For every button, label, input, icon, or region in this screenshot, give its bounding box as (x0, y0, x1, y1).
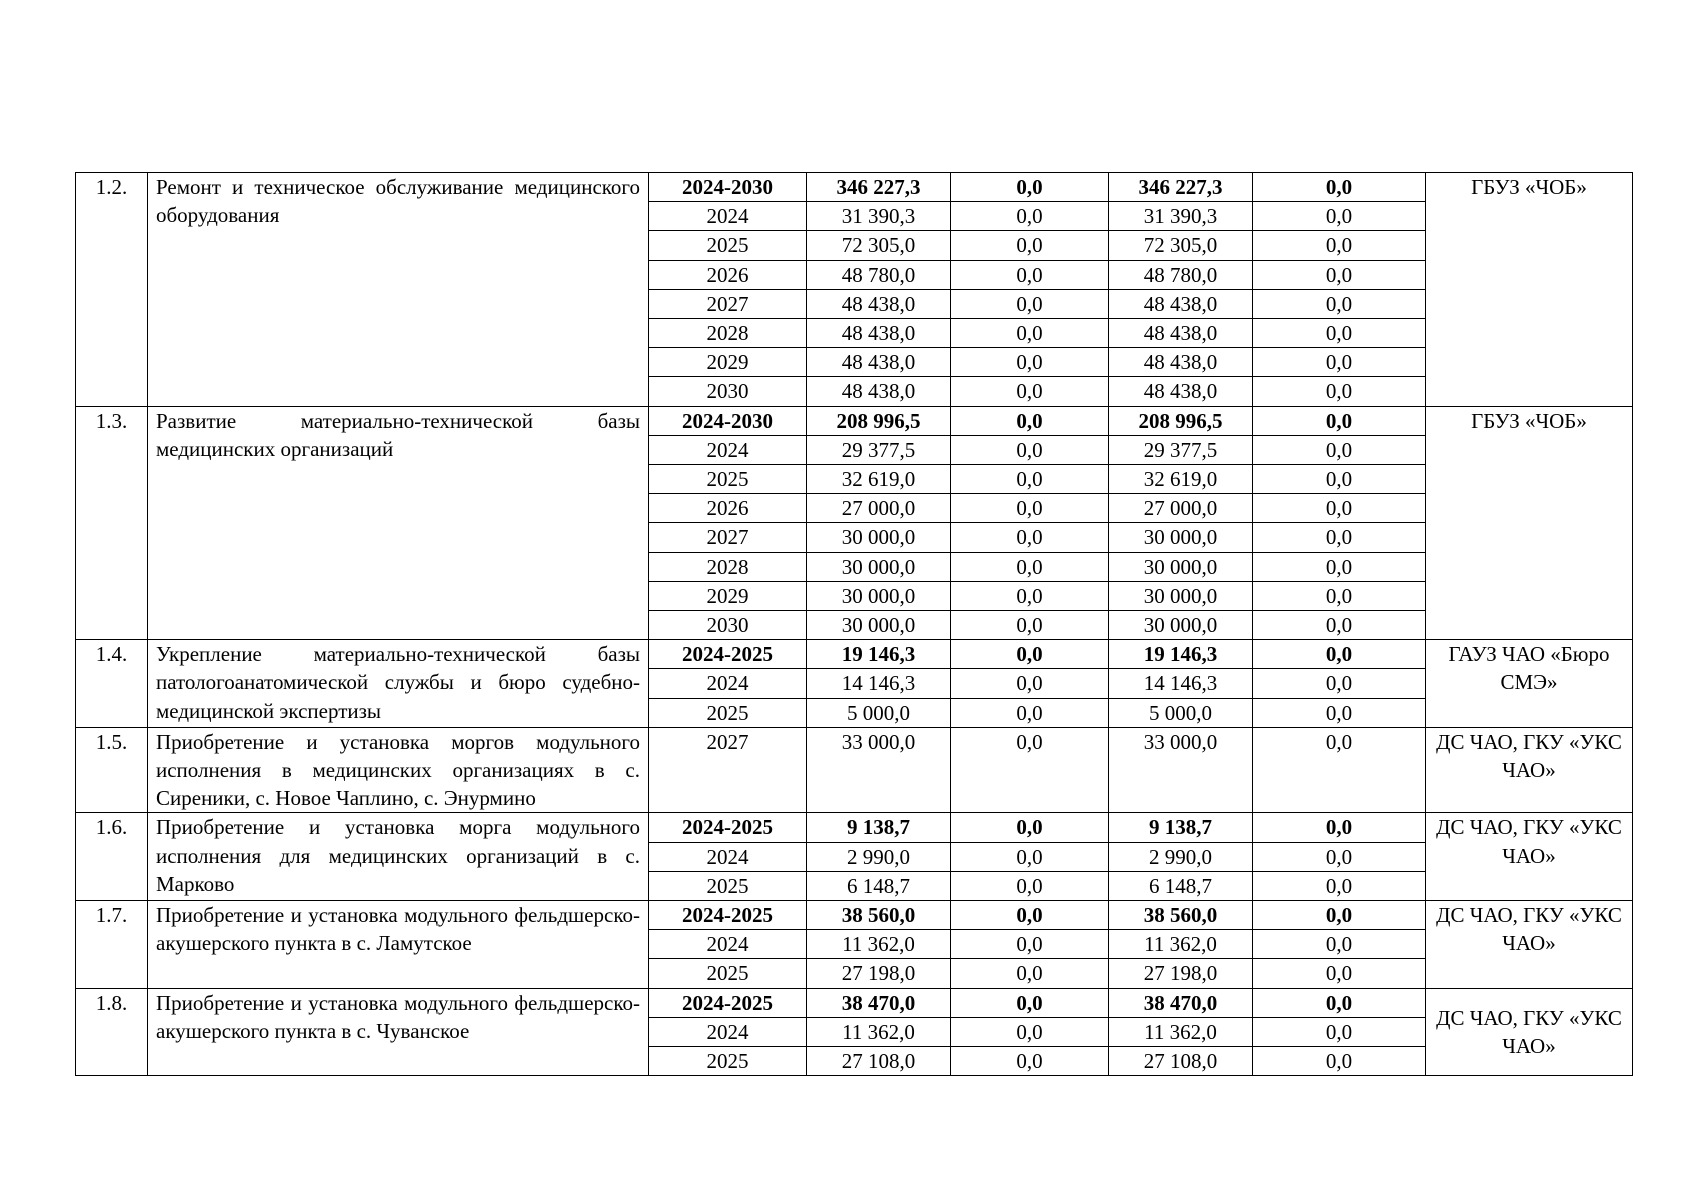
total-cell: 11 362,0 (807, 1017, 951, 1046)
regional-budget-cell: 208 996,5 (1109, 406, 1253, 435)
regional-budget-cell: 30 000,0 (1109, 581, 1253, 610)
other-sources-cell: 0,0 (1253, 202, 1426, 231)
regional-budget-cell: 27 108,0 (1109, 1047, 1253, 1076)
federal-budget-cell: 0,0 (951, 465, 1109, 494)
responsible-executor: ГБУЗ «ЧОБ» (1426, 173, 1633, 407)
regional-budget-cell: 6 148,7 (1109, 871, 1253, 900)
item-name: Приобретение и установка моргов модульного исполнения в медицинских организациях в с. Сиреники, с. Новое Чаплино, с. Энурмино (148, 727, 649, 813)
total-cell: 27 198,0 (807, 959, 951, 988)
regional-budget-cell: 30 000,0 (1109, 523, 1253, 552)
federal-budget-cell: 0,0 (951, 1047, 1109, 1076)
regional-budget-cell: 48 780,0 (1109, 260, 1253, 289)
regional-budget-cell: 30 000,0 (1109, 611, 1253, 640)
item-number: 1.6. (76, 813, 148, 901)
total-cell: 29 377,5 (807, 435, 951, 464)
item-number: 1.7. (76, 901, 148, 989)
responsible-executor: ДС ЧАО, ГКУ «УКС ЧАО» (1426, 901, 1633, 989)
regional-budget-cell: 346 227,3 (1109, 173, 1253, 202)
period-cell: 2024-2030 (649, 173, 807, 202)
item-name: Приобретение и установка модульного фельдшерско-акушерского пункта в с. Чуванское (148, 988, 649, 1076)
regional-budget-cell: 9 138,7 (1109, 813, 1253, 842)
federal-budget-cell: 0,0 (951, 901, 1109, 930)
period-cell: 2030 (649, 377, 807, 406)
other-sources-cell: 0,0 (1253, 698, 1426, 727)
regional-budget-cell: 48 438,0 (1109, 377, 1253, 406)
period-cell: 2024-2025 (649, 813, 807, 842)
regional-budget-cell: 30 000,0 (1109, 552, 1253, 581)
period-cell: 2029 (649, 348, 807, 377)
federal-budget-cell: 0,0 (951, 494, 1109, 523)
item-name: Приобретение и установка морга модульного исполнения для медицинских организаций в с. Марково (148, 813, 649, 901)
period-cell: 2029 (649, 581, 807, 610)
period-cell: 2027 (649, 727, 807, 813)
other-sources-cell: 0,0 (1253, 523, 1426, 552)
responsible-executor: ДС ЧАО, ГКУ «УКС ЧАО» (1426, 988, 1633, 1076)
period-cell: 2024 (649, 669, 807, 698)
total-cell: 38 470,0 (807, 988, 951, 1017)
total-cell: 48 780,0 (807, 260, 951, 289)
total-cell: 48 438,0 (807, 348, 951, 377)
federal-budget-cell: 0,0 (951, 581, 1109, 610)
total-cell: 19 146,3 (807, 640, 951, 669)
total-cell: 27 000,0 (807, 494, 951, 523)
period-cell: 2026 (649, 260, 807, 289)
total-cell: 346 227,3 (807, 173, 951, 202)
responsible-executor: ГАУЗ ЧАО «Бюро СМЭ» (1426, 640, 1633, 728)
item-name: Приобретение и установка модульного фельдшерско-акушерского пункта в с. Ламутское (148, 901, 649, 989)
responsible-executor: ДС ЧАО, ГКУ «УКС ЧАО» (1426, 813, 1633, 901)
period-cell: 2024 (649, 202, 807, 231)
total-cell: 208 996,5 (807, 406, 951, 435)
table-row (76, 901, 1633, 930)
other-sources-cell: 0,0 (1253, 377, 1426, 406)
other-sources-cell: 0,0 (1253, 494, 1426, 523)
total-cell: 38 560,0 (807, 901, 951, 930)
federal-budget-cell: 0,0 (951, 1017, 1109, 1046)
other-sources-cell: 0,0 (1253, 988, 1426, 1017)
other-sources-cell: 0,0 (1253, 727, 1426, 813)
total-cell: 11 362,0 (807, 930, 951, 959)
period-cell: 2025 (649, 959, 807, 988)
item-name: Укрепление материально-технической базы патологоанатомической службы и бюро судебно-медицинской экспертизы (148, 640, 649, 728)
table-body (76, 173, 1633, 1076)
other-sources-cell: 0,0 (1253, 640, 1426, 669)
federal-budget-cell: 0,0 (951, 930, 1109, 959)
period-cell: 2024 (649, 842, 807, 871)
regional-budget-cell: 32 619,0 (1109, 465, 1253, 494)
other-sources-cell: 0,0 (1253, 173, 1426, 202)
regional-budget-cell: 48 438,0 (1109, 348, 1253, 377)
federal-budget-cell: 0,0 (951, 231, 1109, 260)
other-sources-cell: 0,0 (1253, 871, 1426, 900)
other-sources-cell: 0,0 (1253, 901, 1426, 930)
regional-budget-cell: 27 000,0 (1109, 494, 1253, 523)
regional-budget-cell: 48 438,0 (1109, 289, 1253, 318)
period-cell: 2024-2025 (649, 640, 807, 669)
regional-budget-cell: 14 146,3 (1109, 669, 1253, 698)
federal-budget-cell: 0,0 (951, 871, 1109, 900)
other-sources-cell: 0,0 (1253, 842, 1426, 871)
federal-budget-cell: 0,0 (951, 173, 1109, 202)
total-cell: 31 390,3 (807, 202, 951, 231)
federal-budget-cell: 0,0 (951, 348, 1109, 377)
total-cell: 6 148,7 (807, 871, 951, 900)
document-page (75, 172, 1632, 1076)
regional-budget-cell: 38 470,0 (1109, 988, 1253, 1017)
period-cell: 2027 (649, 523, 807, 552)
regional-budget-cell: 19 146,3 (1109, 640, 1253, 669)
regional-budget-cell: 5 000,0 (1109, 698, 1253, 727)
federal-budget-cell: 0,0 (951, 406, 1109, 435)
regional-budget-cell: 72 305,0 (1109, 231, 1253, 260)
other-sources-cell: 0,0 (1253, 289, 1426, 318)
federal-budget-cell: 0,0 (951, 698, 1109, 727)
other-sources-cell: 0,0 (1253, 406, 1426, 435)
period-cell: 2025 (649, 698, 807, 727)
other-sources-cell: 0,0 (1253, 611, 1426, 640)
federal-budget-cell: 0,0 (951, 727, 1109, 813)
total-cell: 27 108,0 (807, 1047, 951, 1076)
table-row (76, 813, 1633, 842)
total-cell: 5 000,0 (807, 698, 951, 727)
regional-budget-cell: 38 560,0 (1109, 901, 1253, 930)
federal-budget-cell: 0,0 (951, 611, 1109, 640)
period-cell: 2028 (649, 552, 807, 581)
other-sources-cell: 0,0 (1253, 260, 1426, 289)
period-cell: 2026 (649, 494, 807, 523)
period-cell: 2027 (649, 289, 807, 318)
total-cell: 14 146,3 (807, 669, 951, 698)
item-name: Развитие материально-технической базы медицинских организаций (148, 406, 649, 640)
regional-budget-cell: 2 990,0 (1109, 842, 1253, 871)
table-row (76, 727, 1633, 813)
other-sources-cell: 0,0 (1253, 1047, 1426, 1076)
regional-budget-cell: 11 362,0 (1109, 930, 1253, 959)
total-cell: 2 990,0 (807, 842, 951, 871)
federal-budget-cell: 0,0 (951, 813, 1109, 842)
item-number: 1.3. (76, 406, 148, 640)
total-cell: 33 000,0 (807, 727, 951, 813)
federal-budget-cell: 0,0 (951, 959, 1109, 988)
table-row (76, 640, 1633, 669)
regional-budget-cell: 31 390,3 (1109, 202, 1253, 231)
total-cell: 30 000,0 (807, 552, 951, 581)
federal-budget-cell: 0,0 (951, 377, 1109, 406)
other-sources-cell: 0,0 (1253, 435, 1426, 464)
total-cell: 30 000,0 (807, 523, 951, 552)
total-cell: 32 619,0 (807, 465, 951, 494)
total-cell: 30 000,0 (807, 581, 951, 610)
other-sources-cell: 0,0 (1253, 552, 1426, 581)
federal-budget-cell: 0,0 (951, 289, 1109, 318)
federal-budget-cell: 0,0 (951, 202, 1109, 231)
other-sources-cell: 0,0 (1253, 1017, 1426, 1046)
regional-budget-cell: 29 377,5 (1109, 435, 1253, 464)
period-cell: 2028 (649, 319, 807, 348)
period-cell: 2025 (649, 231, 807, 260)
total-cell: 9 138,7 (807, 813, 951, 842)
responsible-executor: ДС ЧАО, ГКУ «УКС ЧАО» (1426, 727, 1633, 813)
period-cell: 2024 (649, 1017, 807, 1046)
total-cell: 48 438,0 (807, 319, 951, 348)
total-cell: 30 000,0 (807, 611, 951, 640)
item-number: 1.8. (76, 988, 148, 1076)
other-sources-cell: 0,0 (1253, 465, 1426, 494)
period-cell: 2024 (649, 435, 807, 464)
period-cell: 2025 (649, 1047, 807, 1076)
regional-budget-cell: 11 362,0 (1109, 1017, 1253, 1046)
federal-budget-cell: 0,0 (951, 552, 1109, 581)
other-sources-cell: 0,0 (1253, 930, 1426, 959)
responsible-executor: ГБУЗ «ЧОБ» (1426, 406, 1633, 640)
period-cell: 2024 (649, 930, 807, 959)
other-sources-cell: 0,0 (1253, 231, 1426, 260)
federal-budget-cell: 0,0 (951, 319, 1109, 348)
federal-budget-cell: 0,0 (951, 669, 1109, 698)
total-cell: 48 438,0 (807, 377, 951, 406)
federal-budget-cell: 0,0 (951, 260, 1109, 289)
item-name: Ремонт и техническое обслуживание медицинского оборудования (148, 173, 649, 407)
federal-budget-cell: 0,0 (951, 842, 1109, 871)
period-cell: 2024-2025 (649, 988, 807, 1017)
federal-budget-cell: 0,0 (951, 523, 1109, 552)
period-cell: 2030 (649, 611, 807, 640)
regional-budget-cell: 48 438,0 (1109, 319, 1253, 348)
period-cell: 2025 (649, 871, 807, 900)
period-cell: 2025 (649, 465, 807, 494)
federal-budget-cell: 0,0 (951, 640, 1109, 669)
table-row (76, 173, 1633, 202)
total-cell: 48 438,0 (807, 289, 951, 318)
program-activities-table (75, 172, 1633, 1076)
other-sources-cell: 0,0 (1253, 959, 1426, 988)
federal-budget-cell: 0,0 (951, 988, 1109, 1017)
total-cell: 72 305,0 (807, 231, 951, 260)
item-number: 1.5. (76, 727, 148, 813)
period-cell: 2024-2025 (649, 901, 807, 930)
other-sources-cell: 0,0 (1253, 348, 1426, 377)
period-cell: 2024-2030 (649, 406, 807, 435)
item-number: 1.2. (76, 173, 148, 407)
regional-budget-cell: 27 198,0 (1109, 959, 1253, 988)
other-sources-cell: 0,0 (1253, 813, 1426, 842)
table-row (76, 988, 1633, 1017)
other-sources-cell: 0,0 (1253, 319, 1426, 348)
regional-budget-cell: 33 000,0 (1109, 727, 1253, 813)
item-number: 1.4. (76, 640, 148, 728)
other-sources-cell: 0,0 (1253, 581, 1426, 610)
table-row (76, 406, 1633, 435)
other-sources-cell: 0,0 (1253, 669, 1426, 698)
federal-budget-cell: 0,0 (951, 435, 1109, 464)
